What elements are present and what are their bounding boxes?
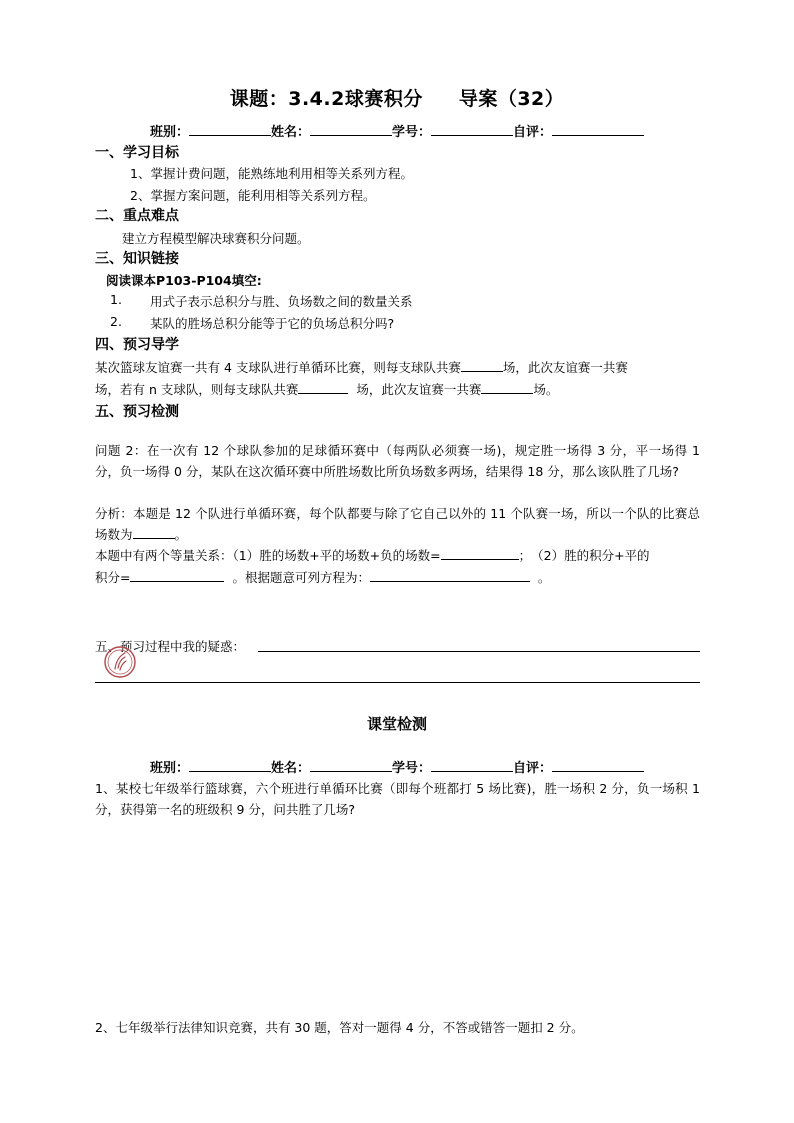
class-label-2: 班别： [150, 761, 190, 776]
equation-a: 本题中有两个等量关系：（1）胜的场数+平的场数+负的场数= [95, 548, 441, 563]
goal-item-2: 2、掌握方案问题，能利用相等关系列方程。 [130, 188, 376, 203]
class-blank-2[interactable] [189, 758, 271, 772]
equation-d: 。根据题意可列方程为： [232, 570, 370, 585]
preview-line-2 [95, 380, 558, 398]
seal-watermark-icon [103, 645, 137, 679]
goal-item-1: 1、掌握计费问题，能熟练地利用相等关系列方程。 [130, 166, 413, 181]
name-label-2: 姓名： [271, 761, 311, 776]
link-item-2-num: 2. [110, 314, 122, 329]
section-key-points-heading: 二、重点难点 [95, 208, 179, 224]
self-eval-label: 自评： [513, 125, 553, 140]
self-eval-blank-2[interactable] [552, 758, 644, 772]
self-eval-blank[interactable] [552, 122, 644, 136]
games-per-team-blank[interactable] [461, 358, 503, 372]
problem-2-text: 问题 2：在一次有 12 个球队参加的足球循环赛中（每两队必须赛一场)，规定胜一场得 3 分，平一场得 1 分，负一场得 0 分，某队在这次循环赛中所胜场数比所负场数多两场，结果得 18 分，那么该队胜了几场? [95, 443, 700, 479]
preview-line-1-a: 某次篮球友谊赛一共有 4 支球队进行单循环比赛，则每支球队共赛 [95, 360, 461, 375]
total-games-blank[interactable] [133, 525, 175, 539]
doubts-answer-line[interactable] [258, 651, 700, 652]
preview-line-2-a: 场，若有 n 支球队，则每支球队共赛 [95, 382, 299, 397]
number-blank-2[interactable] [431, 758, 513, 772]
section-preview-check-heading: 五、预习检测 [95, 404, 179, 420]
number-label-2: 学号： [392, 761, 432, 776]
student-info-line [150, 121, 644, 140]
analysis-a: 分析：本题是 12 个队进行单循环赛，每个队都要与除了它自己以外的 11 个队赛一场，所以一个队的比赛总场数为 [95, 506, 700, 542]
link-item-1-num: 1. [110, 292, 122, 307]
preview-line-2-c: 场。 [533, 382, 559, 397]
doubts-label: 五、预习过程中我的疑惑： [95, 639, 246, 654]
preview-line-1-b: 场，此次友谊赛一共赛 [502, 360, 628, 375]
link-item-2-text: 某队的胜场总积分能等于它的负场总积分吗? [150, 316, 395, 331]
student-info-line-2 [150, 757, 644, 776]
games-sum-blank[interactable] [441, 546, 519, 560]
self-eval-label-2: 自评： [513, 761, 553, 776]
n-games-per-team-blank[interactable] [298, 380, 348, 394]
equation-e: 。 [537, 570, 551, 585]
link-item-1-text: 用式子表示总积分与胜、负场数之间的数量关系 [150, 294, 413, 309]
doubts-second-line[interactable] [95, 682, 700, 683]
equation-line-2 [95, 568, 550, 586]
page-title [0, 84, 794, 111]
class-label: 班别： [150, 125, 190, 140]
class-test-question-2: 2、七年级举行法律知识竞赛，共有 30 题，答对一题得 4 分，不答或错答一题扣 2 分。 [95, 1020, 584, 1035]
class-test-heading: 课堂检测 [366, 715, 427, 733]
number-label: 学号： [392, 125, 432, 140]
equation-blank[interactable] [370, 568, 530, 582]
class-blank[interactable] [189, 122, 271, 136]
name-blank-2[interactable] [310, 758, 392, 772]
class-test-question-1: 1、某校七年级举行篮球赛，六个班进行单循环比赛（即每个班都打 5 场比赛)，胜一场积 2 分，负一场积 1 分，获得第一名的班级积 9 分，问共胜了几场? [95, 781, 700, 817]
analysis-b: 。 [174, 527, 188, 542]
equation-line-1 [95, 546, 650, 564]
analysis-text [95, 503, 700, 545]
preview-line-1 [95, 358, 628, 376]
section-preview-guide-heading: 四、预习导学 [95, 337, 179, 353]
title-sub: 导案（32） [458, 88, 565, 110]
equation-c: 积分= [95, 570, 131, 585]
key-points-text: 建立方程模型解决球赛积分问题。 [122, 231, 310, 246]
number-blank[interactable] [431, 122, 513, 136]
points-blank[interactable] [130, 568, 224, 582]
section-learning-goals-heading: 一、学习目标 [95, 145, 179, 161]
title-main: 课题：3.4.2球赛积分 [229, 88, 423, 110]
equation-b: ； （2）胜的积分+平的 [518, 548, 650, 563]
section-knowledge-link-heading: 三、知识链接 [95, 251, 179, 267]
n-total-games-blank[interactable] [481, 380, 533, 394]
name-label: 姓名： [271, 125, 311, 140]
name-blank[interactable] [310, 122, 392, 136]
reading-instruction: 阅读课本P103-P104填空: [106, 273, 262, 288]
preview-line-2-b: 场，此次友谊赛一共赛 [356, 382, 482, 397]
